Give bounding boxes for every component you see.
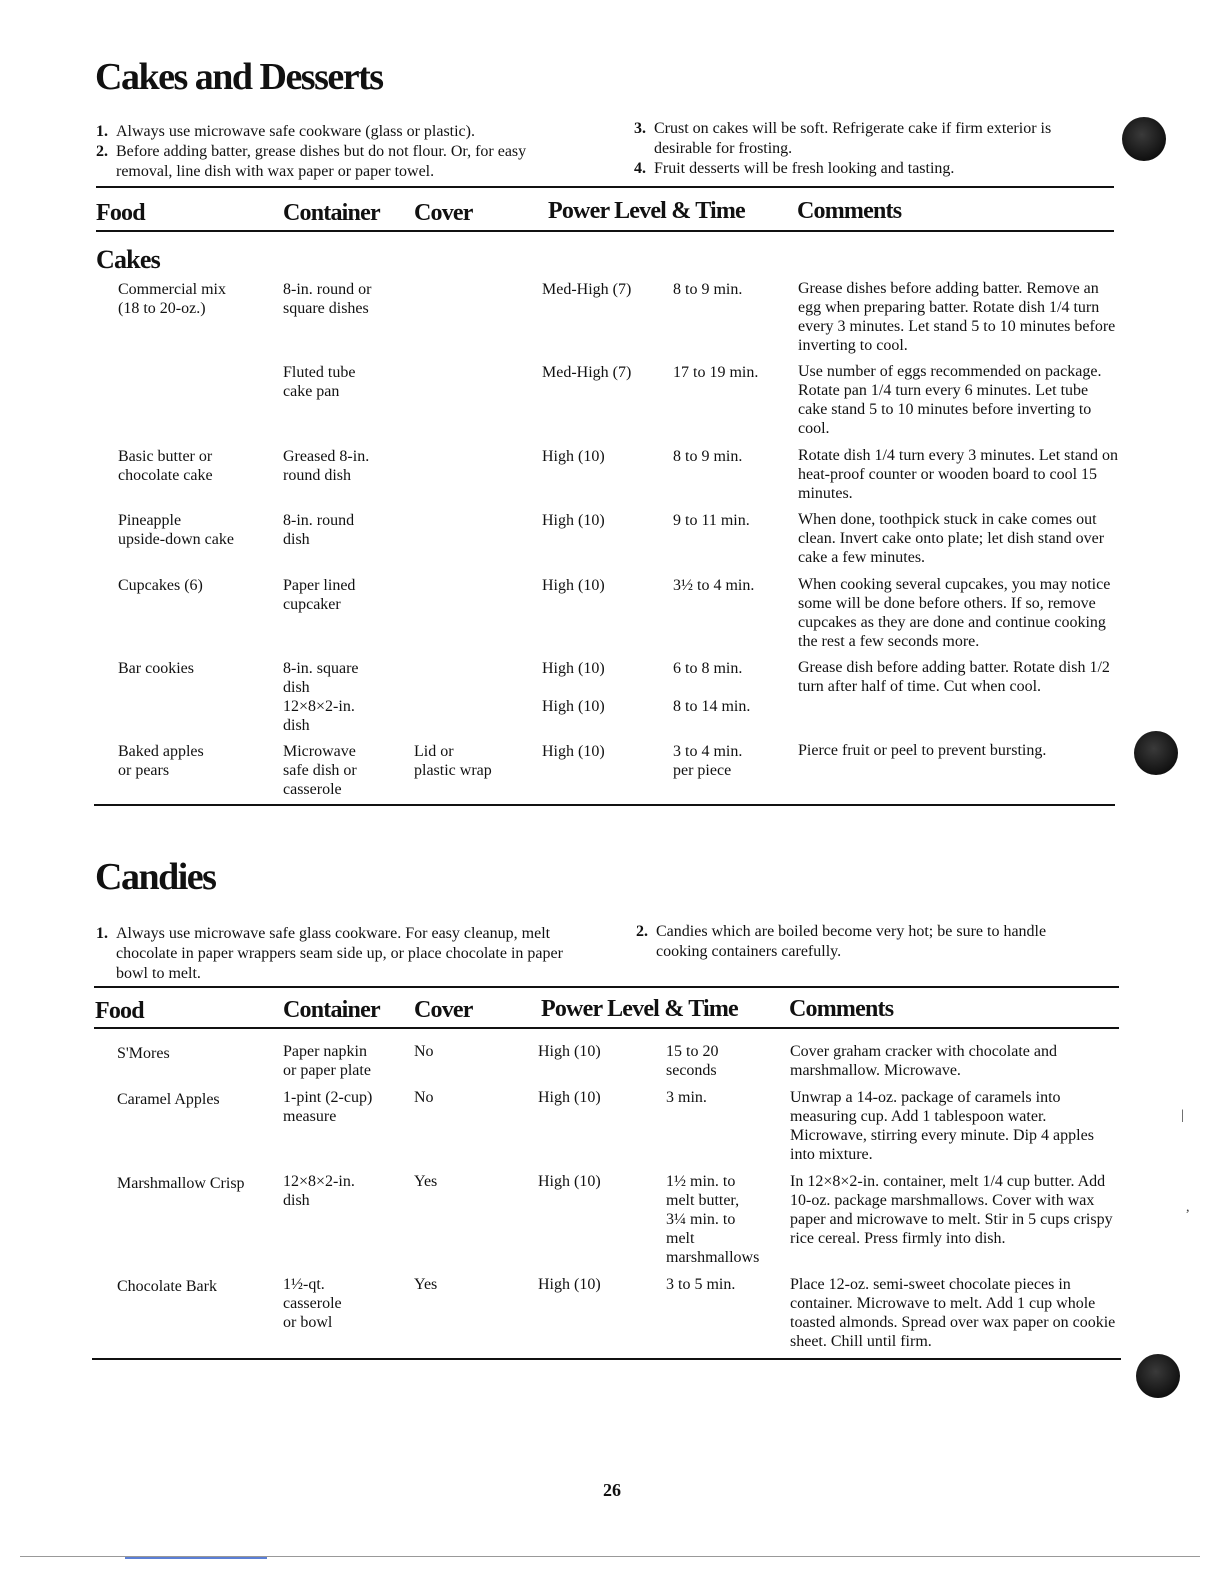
cell-power-level: High (10) (542, 448, 605, 465)
header-food: Food (95, 998, 144, 1024)
cell-container: 8-in. round dish (283, 512, 355, 548)
cell-cover: Yes (414, 1276, 438, 1293)
margin-mark: | (1181, 1108, 1184, 1123)
header-comments: Comments (797, 198, 902, 224)
cell-time: 3 to 4 min. per piece (673, 743, 743, 779)
intro-item-text: Always use microwave safe glass cookware. For easy cleanup, melt chocolate in paper wrappers seam side up, or place chocolate in paper bowl to melt. (116, 925, 563, 982)
cell-container: 12×8×2-in. dish (283, 1173, 355, 1209)
cell-power-level: High (10) (538, 1276, 601, 1293)
cell-container: Fluted tube cake pan (283, 364, 356, 400)
cell-comments: Cover graham cracker with chocolate and marshmallow. Microwave. (790, 1043, 1057, 1079)
cell-food: Basic butter or chocolate cake (118, 448, 213, 484)
candies-intro-left (96, 924, 586, 984)
cell-time: 9 to 11 min. (673, 512, 750, 529)
cell-power-level: High (10) (542, 660, 605, 677)
header-power-level-time: Power Level & Time (548, 198, 745, 224)
intro-item (634, 159, 1104, 179)
header-comments: Comments (789, 996, 894, 1022)
cell-time: 15 to 20 seconds (666, 1043, 719, 1079)
binder-hole-mark (1122, 117, 1166, 161)
cell-container: Greased 8-in. round dish (283, 448, 370, 484)
cakes-intro-left (96, 122, 586, 182)
cell-comments: In 12×8×2-in. container, melt 1/4 cup butter. Add 10-oz. package marshmallows. Cover with wax paper and microwave to melt. Stir in 5 cups crispy rice cereal. Press firmly into dish. (790, 1173, 1113, 1247)
cell-container: Paper napkin or paper plate (283, 1043, 371, 1079)
intro-item-number: 3. (634, 120, 646, 137)
intro-item-number: 1. (96, 123, 108, 140)
cell-cover: No (414, 1043, 434, 1060)
header-food: Food (96, 200, 145, 226)
cell-container: 8-in. round or square dishes (283, 281, 372, 317)
cell-container: Paper lined cupcaker (283, 577, 356, 613)
intro-item-number: 2. (96, 143, 108, 160)
intro-item (96, 142, 586, 182)
divider (94, 986, 1119, 988)
cell-comments: Unwrap a 14-oz. package of caramels into measuring cup. Add 1 tablespoon water. Microwave, stirring every minute. Dip 4 apples into mixture. (790, 1089, 1094, 1163)
cell-power-level: High (10) (538, 1173, 601, 1190)
header-cover: Cover (414, 997, 473, 1023)
cell-cover: No (414, 1089, 434, 1106)
intro-item-text: Always use microwave safe cookware (glass or plastic). (116, 123, 475, 140)
cell-food: Commercial mix (18 to 20-oz.) (118, 281, 226, 317)
cell-container: Microwave safe dish or casserole (283, 743, 357, 798)
margin-mark: , (1186, 1200, 1190, 1215)
cakes-intro-right (634, 119, 1104, 179)
cell-comments: When done, toothpick stuck in cake comes out clean. Invert cake onto plate; let dish stand over cake a few minutes. (798, 511, 1105, 566)
cell-food: Cupcakes (6) (118, 577, 203, 594)
cell-power-level: High (10) (538, 1043, 601, 1060)
cell-food: S'Mores (117, 1045, 170, 1062)
binder-hole-mark (1134, 731, 1178, 775)
cell-food: Pineapple upside-down cake (118, 512, 234, 548)
cell-power-level: High (10) (542, 512, 605, 529)
cell-container: 1½-qt. casserole or bowl (283, 1276, 342, 1331)
intro-item-number: 2. (636, 923, 648, 940)
candies-section-title: Candies (95, 856, 216, 898)
candies-intro-right (636, 922, 1096, 962)
intro-item (634, 119, 1104, 159)
cell-power-level: Med-High (7) (542, 364, 632, 381)
intro-item-number: 1. (96, 925, 108, 942)
divider (96, 230, 1114, 232)
divider (96, 186, 1114, 188)
cell-food: Baked apples or pears (118, 743, 204, 779)
intro-item (636, 922, 1096, 962)
cell-power-level: High (10) (542, 743, 605, 760)
intro-item-text: Crust on cakes will be soft. Refrigerate cake if firm exterior is desirable for frosting. (654, 120, 1052, 157)
cell-time: 3½ to 4 min. (673, 577, 755, 594)
cell-time: 8 to 14 min. (673, 698, 751, 715)
cell-comments: Place 12-oz. semi-sweet chocolate pieces in container. Microwave to melt. Add 1 cup whole toasted almonds. Spread over wax paper on cookie sheet. Chill until firm. (790, 1276, 1116, 1350)
cell-time: 17 to 19 min. (673, 364, 759, 381)
cell-time: 6 to 8 min. (673, 660, 743, 677)
cell-food: Caramel Apples (117, 1091, 220, 1108)
intro-item (96, 122, 586, 142)
cell-time: 3 to 5 min. (666, 1276, 736, 1293)
intro-item-text: Candies which are boiled become very hot; be sure to handle cooking containers carefully. (656, 923, 1047, 960)
cell-power-level: Med-High (7) (542, 281, 632, 298)
header-container: Container (283, 997, 380, 1023)
cakes-section-title: Cakes and Desserts (95, 56, 383, 98)
cell-food: Chocolate Bark (117, 1278, 217, 1295)
cell-time: 3 min. (666, 1089, 707, 1106)
cell-container: 1-pint (2-cup) measure (283, 1089, 373, 1125)
cell-comments: Grease dishes before adding batter. Remove an egg when preparing batter. Rotate dish 1/4 turn every 3 minutes. Let stand 5 to 10 minutes before inverting to cool. (798, 280, 1116, 354)
cell-comments: Rotate dish 1/4 turn every 3 minutes. Let stand on heat-proof counter or wooden board to cool 15 minutes. (798, 447, 1118, 502)
footer-link-underline (125, 1557, 267, 1559)
cell-power-level: High (10) (538, 1089, 601, 1106)
cell-comments: Pierce fruit or peel to prevent bursting. (798, 742, 1047, 759)
divider (94, 804, 1115, 806)
cell-food: Bar cookies (118, 660, 194, 677)
binder-hole-mark (1136, 1354, 1180, 1398)
cell-time: 1½ min. to melt butter, 3¼ min. to melt marshmallows (666, 1173, 760, 1266)
cell-cover: Lid or plastic wrap (414, 743, 492, 779)
intro-item-text: Fruit desserts will be fresh looking and tasting. (654, 160, 955, 177)
cell-power-level: High (10) (542, 577, 605, 594)
divider (94, 1027, 1119, 1029)
cakes-subhead: Cakes (96, 245, 160, 274)
cell-time: 8 to 9 min. (673, 448, 743, 465)
intro-item-text: Before adding batter, grease dishes but do not flour. Or, for easy removal, line dish with wax paper or paper towel. (116, 143, 527, 180)
page-number: 26 (603, 1480, 621, 1500)
header-power-level-time: Power Level & Time (541, 996, 738, 1022)
intro-item-number: 4. (634, 160, 646, 177)
intro-item (96, 924, 586, 984)
divider (92, 1358, 1121, 1360)
cell-container: 8-in. square dish (283, 660, 359, 696)
cell-comments: Use number of eggs recommended on package. Rotate pan 1/4 turn every 6 minutes. Let tube cake stand 5 to 10 minutes before inverting to cool. (798, 363, 1102, 437)
cell-cover: Yes (414, 1173, 438, 1190)
cell-container: 12×8×2-in. dish (283, 698, 355, 734)
header-cover: Cover (414, 200, 473, 226)
cell-comments: Grease dish before adding batter. Rotate dish 1/2 turn after half of time. Cut when cool. (798, 659, 1110, 695)
header-container: Container (283, 200, 380, 226)
cell-time: 8 to 9 min. (673, 281, 743, 298)
cell-power-level: High (10) (542, 698, 605, 715)
cell-comments: When cooking several cupcakes, you may notice some will be done before others. If so, remove cupcakes as they are done and continue cooking the rest a few seconds more. (798, 576, 1111, 650)
cell-food: Marshmallow Crisp (117, 1175, 245, 1192)
